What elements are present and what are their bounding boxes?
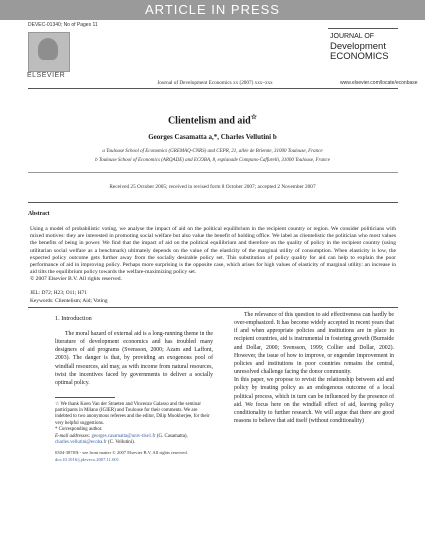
email-owner-casamatta: (G. Casamatta), <box>156 434 188 439</box>
received-dates: Received 25 October 2005; received in revised form 8 October 2007; accepted 2 November 2007 <box>109 184 316 190</box>
article-authors: Georges Casamatta a,*, Charles Vellutini b <box>148 133 277 141</box>
title-footnote-mark: ☆ <box>250 113 258 121</box>
abstract-body <box>30 226 396 284</box>
abstract-text: Using a model of probabilistic voting, we analyse the impact of aid on the political equilibrium in the recipient country or region. We consider politicians with mixed motives: they are interested in promoting social welfare but also value the benefit of holding office. We label as clientelistic the politician who most values the benefits of being in power. We find that the impact of aid on the political equilibrium and therefore on the quality of policy in the recipient country (using utilitarian social welfare as a benchmark) ultimately depends on the value of the elasticity of the marginal utility of consumption. When elasticity is low, the expected policy outcome gets further away from the socially desirable policy set. This substitution of policy quality for aid can help to explain the poor performance of aid in improving policy. Perhaps more surprising is the opposite case, which arises for high values of elasticity of marginal utility: an increase in aid tilts the equilibrium policy towards the welfare-maximizing policy set. <box>30 226 396 276</box>
email-label: E-mail addresses: <box>55 434 91 439</box>
email-link-casamatta[interactable]: georges.casamatta@univ-tlse1.fr <box>91 434 156 439</box>
doi-link[interactable]: doi:10.1016/j.jdeveco.2007.11.001 <box>55 457 120 462</box>
header-divider <box>28 88 398 89</box>
footnote-divider <box>55 397 115 398</box>
affiliation-b: b Toulouse School of Economics (ARQADE) and ECOBA, 8, esplanade Compans-Caffarelli, 31000 Toulouse, France <box>95 158 330 163</box>
footnote-emails <box>55 434 215 446</box>
intro-right-column: The relevance of this question to aid effectiveness can hardly be over-emphasized. It has become widely accepted in recent years that if and when appropriate policies and institutions are in place in recipient countries, aid is instrumental in fostering growth (Burnside and Dollar, 2000; Svensson, 1999; Collier and Dollar, 2002). However, the issue of how to improve, or engender improvement in policies and institutions in poor countries remains the central, unresolved challenge facing the donor community. In this paper, we propose to revisit the relationship between aid and policy by treating policy as an endogenous outcome of a local political process, which in turn can be influenced by the presence of aid. We focus here on the windfall effect of aid, leaving policy conditionality to further research. We will argue that there are good reasons to believe that aid itself (without conditionality) <box>234 312 394 425</box>
journal-name <box>330 32 410 62</box>
affiliation-divider <box>28 172 398 173</box>
publisher-name: ELSEVIER <box>27 72 66 79</box>
intro-left-column: The moral hazard of external aid is a long-running theme in the literature of development economics and has troubled many designers of aid programs (Svensson, 2000; Azam and Laffont, 2003). The danger is that, by providing an exogenous pool of windfall resources, aid may, as with income from natural resources, twist the incentives faced by governments to deliver a socially optimal policy. <box>55 331 213 386</box>
journal-name-line2: Development <box>330 41 386 52</box>
email-link-vellutini[interactable]: charles.vellutini@ecoba.fr <box>55 440 107 446</box>
document-id: DEVEC-01340; No of Pages 11 <box>28 22 98 28</box>
keywords: Keywords: Clientelism; Aid; Voting <box>30 298 108 304</box>
footnote-corresponding: * Corresponding author. <box>55 427 103 432</box>
journal-web-link[interactable]: www.elsevier.com/locate/econbase <box>340 80 418 86</box>
abstract-heading: Abstract <box>28 211 50 217</box>
tree-icon <box>38 38 58 60</box>
abstract-divider <box>28 202 398 203</box>
abstract-copyright: © 2007 Elsevier B.V. All rights reserved. <box>30 276 122 283</box>
journal-rule <box>328 28 398 29</box>
banner-text: ARTICLE IN PRESS <box>145 2 280 17</box>
journal-name-line3: ECONOMICS <box>330 51 389 62</box>
email-owner-vellutini: (C. Vellutini). <box>108 440 135 446</box>
section-heading-introduction: 1. Introduction <box>55 315 92 322</box>
issn-line: 0304-3878/$ - see front matter © 2007 Elsevier B.V. All rights reserved. <box>55 450 188 455</box>
affiliation-a: a Toulouse School of Economics (GREMAQ-CNRS) and CEPR, 21, allée de Brienne, 31000 Toulouse, France <box>102 149 323 154</box>
title-text: Clientelism and aid <box>167 115 251 127</box>
body-divider <box>28 307 398 308</box>
footnote-thanks: ☆ We thank Koen Van der Straeten and Vincenzo Galasso and the seminar participants in Milano (IGIER) and Toulouse for their comments. We are indebted to two anonymous referees and the editor, Dilip Mookherjee, for their very helpful suggestions. <box>55 402 210 426</box>
article-title <box>0 113 425 126</box>
journal-name-line1: JOURNAL OF <box>330 33 375 40</box>
journal-reference: Journal of Development Economics xx (2007) xxx–xxx <box>157 80 273 86</box>
jel-codes: JEL: D72; H23; O11; H71 <box>30 290 87 296</box>
